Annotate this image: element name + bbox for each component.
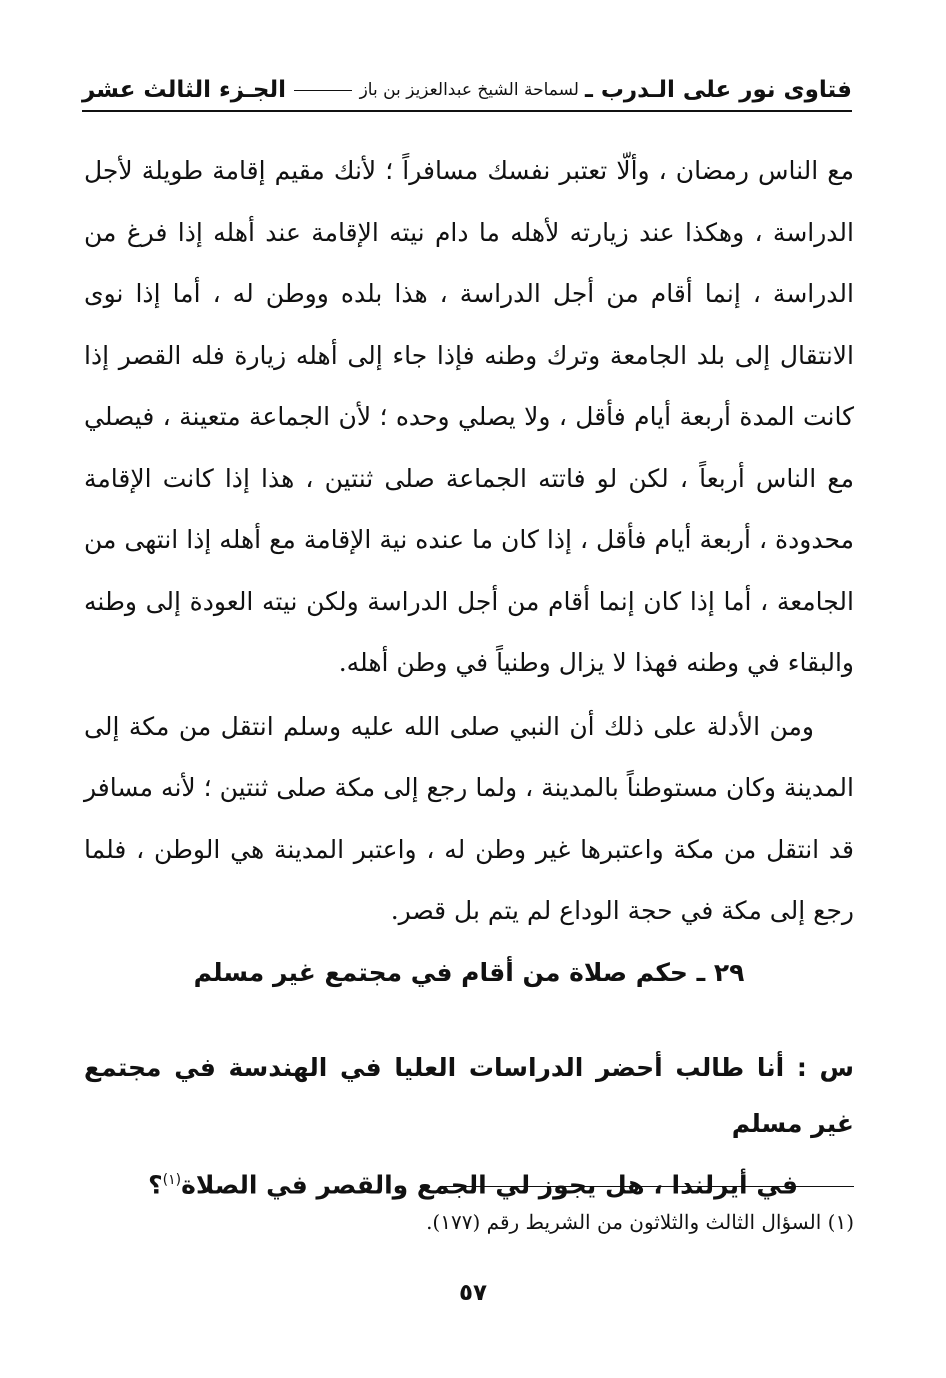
footnote-marker: (١) — [827, 1210, 854, 1234]
question-block — [84, 1040, 854, 1213]
question-line-2: في أيرلندا ، هل يجوز لي الجمع والقصر في الصلاة — [181, 1170, 798, 1200]
question-line-1: أنا طالب أحضر الدراسات العليا في الهندسة في مجتمع غير مسلم — [84, 1053, 854, 1138]
page-number: ٥٧ — [458, 1280, 488, 1306]
running-header — [82, 70, 852, 112]
question-mark: ؟ — [148, 1170, 163, 1200]
question-prefix: س : — [796, 1053, 854, 1082]
question-line-2-wrap — [84, 1152, 854, 1213]
main-text — [84, 140, 854, 942]
footnote-text: السؤال الثالث والثلاثون من الشريط رقم (١٧٧). — [426, 1210, 822, 1234]
book-title: فتاوى نور على الـدرب ـ — [584, 77, 852, 103]
footnote-ref: (١) — [162, 1172, 182, 1188]
author-name: لسماحة الشيخ عبدالعزيز بن باز — [359, 80, 579, 100]
section-heading: ٢٩ ـ حكم صلاة من أقام في مجتمع غير مسلم — [193, 958, 745, 987]
part-title: الجـزء الثالث عشر — [82, 77, 286, 103]
header-author-group — [82, 77, 585, 103]
header-rule — [294, 90, 352, 91]
paragraph-1: مع الناس رمضان ، وألّا تعتبر نفسك مسافراً ؛ لأنك مقيم إقامة طويلة لأجل الدراسة ، وهكذا عند زيارته لأهله ما دام نيته الإقامة عند أهله إذا فرغ من الدراسة ، إنما أقام من أجل الدراسة ، هذا بلده ووطن له ، أما إذا نوى الانتقال إلى بلد الجامعة وترك وطنه فإذا جاء إلى أهله زيارة فله القصر إذا كانت المدة أربعة أيام فأقل ، ولا يصلي وحده ؛ لأن الجماعة متعينة ، فيصلي مع الناس أربعاً ، لكن لو فاتته الجماعة صلى ثنتين ، هذا إذا كانت الإقامة محدودة ، أربعة أيام فأقل ، إذا كان ما عنده نية الإقامة مع أهله إذا انتهى من الجامعة ، أما إذا كان إنما أقام من أجل الدراسة ولكن نيته العودة إلى وطنه والبقاء في وطنه فهذا لا يزال وطنياً في وطن أهله. — [84, 156, 854, 677]
footnote — [94, 1210, 854, 1234]
footnote-divider — [440, 1186, 854, 1187]
paragraph-2: ومن الأدلة على ذلك أن النبي صلى الله عليه وسلم انتقل من مكة إلى المدينة وكان مستوطناً بالمدينة ، ولما رجع إلى مكة صلى ثنتين ؛ لأنه مسافر قد انتقل من مكة واعتبرها غير وطن له ، واعتبر المدينة هي الوطن ، فلما رجع إلى مكة في حجة الوداع لم يتم بل قصر. — [84, 711, 854, 925]
